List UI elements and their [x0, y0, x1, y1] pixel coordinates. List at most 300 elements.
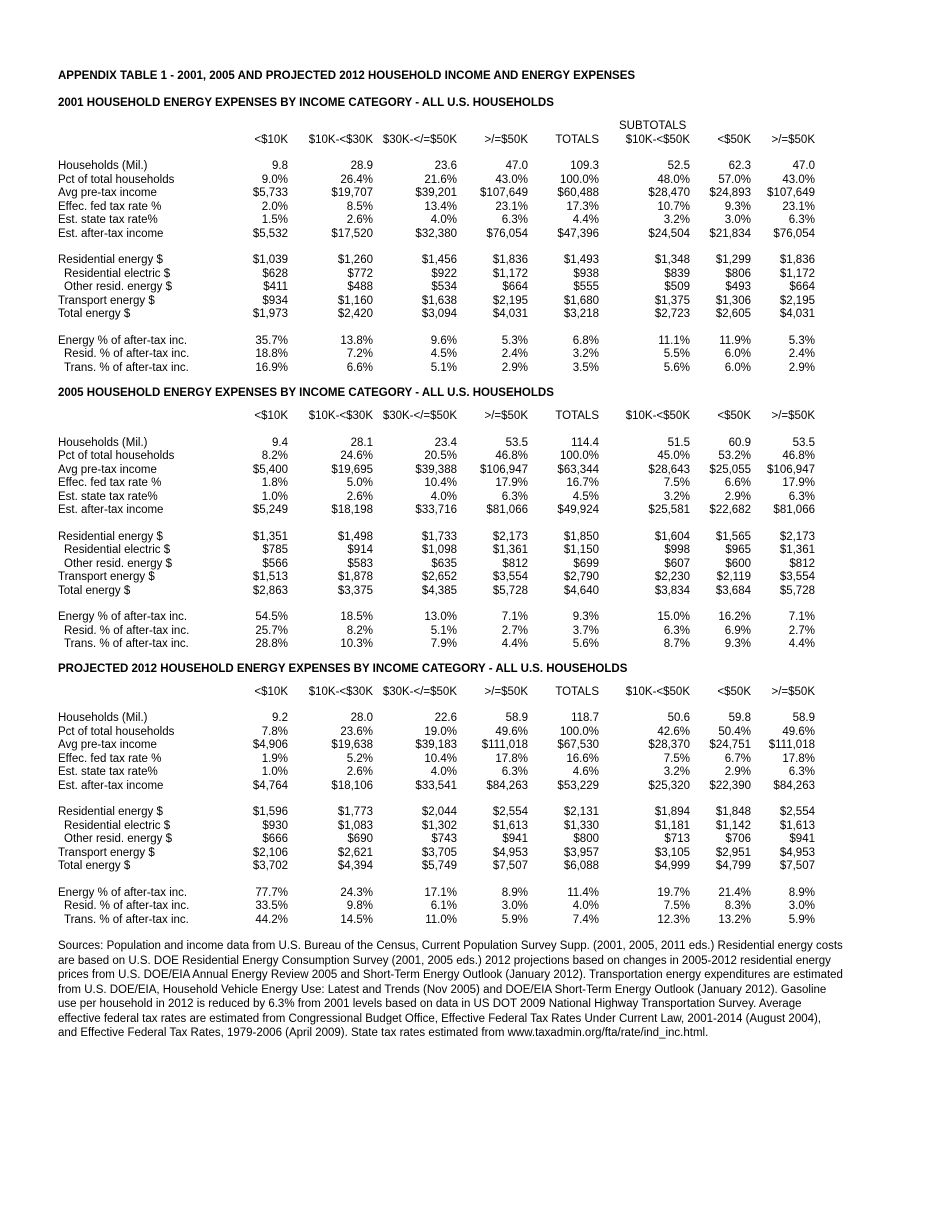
- table-row: [58, 228, 815, 242]
- table-cell: $1,565: [715, 530, 751, 543]
- table-cell: 7.8%: [261, 725, 288, 738]
- row-label: Other resid. energy $: [64, 557, 173, 570]
- column-header: >/=$50K: [484, 410, 528, 422]
- table-cell: 11.4%: [567, 886, 599, 899]
- table-cell: $3,957: [563, 846, 599, 859]
- table-cell: 6.3%: [501, 490, 528, 503]
- table-cell: 6.3%: [788, 214, 815, 226]
- table-cell: 17.8%: [495, 752, 528, 765]
- table-cell: 109.3: [570, 160, 599, 172]
- table-row: [58, 335, 815, 349]
- table-row: [58, 571, 815, 585]
- table-row: [58, 585, 815, 599]
- table-cell: $2,195: [779, 294, 815, 307]
- table-cell: $25,320: [648, 779, 690, 792]
- table-cell: $3,105: [654, 846, 690, 859]
- table-row: [58, 464, 815, 478]
- table-cell: $1,894: [654, 806, 690, 818]
- table-cell: 21.6%: [424, 173, 457, 186]
- table-cell: 6.3%: [788, 766, 815, 778]
- table-cell: 53.2%: [718, 450, 751, 462]
- table-cell: 2.0%: [261, 200, 288, 213]
- table-row: [58, 348, 815, 362]
- table-cell: $3,094: [421, 308, 457, 320]
- table-row: [58, 780, 815, 794]
- column-header: $10K-<$50K: [625, 685, 690, 698]
- table-cell: 114.4: [571, 436, 599, 449]
- table-cell: 2.4%: [501, 348, 528, 360]
- table-cell: 10.3%: [340, 638, 373, 650]
- table-row: [58, 268, 815, 282]
- table-cell: 5.0%: [346, 477, 373, 489]
- table-cell: 16.7%: [566, 477, 599, 489]
- table-cell: 52.5: [667, 160, 690, 172]
- table-row: [58, 504, 815, 518]
- row-label: Est. state tax rate%: [58, 490, 158, 503]
- table-cell: 58.9: [792, 712, 815, 724]
- table-cell: 100.0%: [559, 450, 599, 462]
- table-cell: 9.3%: [724, 638, 751, 650]
- table-cell: $938: [573, 267, 599, 280]
- table-cell: 48.0%: [657, 173, 690, 186]
- column-header: $10K-<$50K: [625, 410, 690, 422]
- table-cell: 2.7%: [501, 624, 528, 637]
- row-label: Transport energy $: [58, 294, 155, 307]
- table-cell: 62.3: [728, 160, 751, 172]
- table-cell: 4.0%: [430, 766, 457, 778]
- table-cell: $1,375: [654, 294, 690, 307]
- table-cell: $76,054: [486, 227, 528, 240]
- table-cell: 17.1%: [424, 886, 457, 899]
- table-cell: 33.5%: [255, 900, 288, 912]
- table-cell: $2,420: [337, 308, 373, 320]
- table-cell: 54.5%: [255, 611, 288, 623]
- table-row: [58, 214, 815, 228]
- table-cell: 57.0%: [718, 173, 751, 186]
- table-cell: $998: [664, 544, 690, 556]
- table-cell: 6.0%: [724, 361, 751, 374]
- row-label: Energy % of after-tax inc.: [58, 611, 188, 623]
- row-label: Residential electric $: [64, 819, 171, 832]
- table-cell: 5.6%: [663, 361, 690, 374]
- table-cell: $39,388: [415, 463, 457, 476]
- table-cell: $19,638: [331, 739, 373, 751]
- table-cell: $33,716: [415, 504, 457, 516]
- table-cell: $1,848: [715, 806, 751, 818]
- table-cell: 3.2%: [663, 214, 690, 226]
- table-cell: $1,680: [563, 294, 599, 307]
- table-cell: 6.3%: [663, 624, 690, 637]
- table-cell: 8.9%: [788, 886, 815, 899]
- table-cell: 6.6%: [724, 477, 751, 489]
- column-header: TOTALS: [555, 410, 599, 422]
- table-cell: $1,160: [337, 294, 373, 307]
- table-cell: 59.8: [728, 712, 751, 724]
- table-cell: 8.5%: [346, 200, 373, 213]
- table-cell: 24.3%: [340, 886, 373, 899]
- table-cell: 5.9%: [788, 913, 815, 926]
- table-cell: $1,306: [715, 294, 751, 307]
- table-cell: 5.9%: [501, 913, 528, 926]
- table-cell: $628: [262, 267, 288, 280]
- table-cell: $1,498: [337, 530, 373, 543]
- table-cell: 100.0%: [559, 725, 599, 738]
- column-header-row: [58, 134, 815, 148]
- table-cell: 53.5: [505, 436, 528, 449]
- column-header-row: [58, 410, 815, 424]
- column-header: TOTALS: [555, 133, 599, 146]
- table-cell: $666: [262, 833, 288, 845]
- table-row: [58, 726, 815, 740]
- table-row: [58, 558, 815, 572]
- table-cell: $4,394: [337, 860, 373, 872]
- column-header: <$50K: [717, 410, 751, 422]
- table-cell: 58.9: [505, 712, 528, 724]
- table-cell: $1,299: [715, 254, 751, 266]
- table-cell: 10.7%: [657, 200, 690, 213]
- column-header: >/=$50K: [771, 410, 815, 422]
- table-cell: $1,361: [492, 544, 528, 556]
- table-cell: $706: [725, 833, 751, 845]
- table-cell: $21,834: [709, 227, 751, 240]
- table-cell: $3,218: [563, 308, 599, 320]
- row-label: Trans. % of after-tax inc.: [64, 913, 189, 926]
- table-cell: $84,263: [773, 779, 815, 792]
- table-cell: $965: [725, 544, 751, 556]
- table-cell: $941: [502, 833, 528, 845]
- table-cell: $1,613: [492, 819, 528, 832]
- table-cell: $1,181: [654, 819, 690, 832]
- energy-expense-table: [58, 120, 815, 375]
- row-label: Effec. fed tax rate %: [58, 200, 162, 213]
- table-cell: 1.5%: [261, 214, 288, 226]
- table-cell: $1,850: [563, 530, 599, 543]
- table-cell: $3,684: [715, 584, 751, 597]
- table-cell: 3.0%: [724, 214, 751, 226]
- table-cell: 42.6%: [657, 725, 690, 738]
- table-cell: 6.3%: [501, 214, 528, 226]
- table-cell: 5.1%: [430, 361, 457, 374]
- table-cell: 14.5%: [340, 913, 373, 926]
- table-cell: 11.1%: [658, 334, 690, 347]
- table-cell: 43.0%: [495, 173, 528, 186]
- table-cell: $25,581: [648, 504, 690, 516]
- table-cell: 7.2%: [346, 348, 373, 360]
- table-cell: $2,119: [716, 571, 751, 583]
- table-cell: 3.0%: [501, 900, 528, 912]
- table-cell: 51.5: [667, 436, 690, 449]
- table-cell: $930: [262, 819, 288, 832]
- table-cell: $493: [725, 281, 751, 293]
- table-cell: $107,649: [480, 187, 528, 199]
- table-cell: $2,554: [492, 806, 528, 818]
- table-cell: 5.1%: [430, 624, 457, 637]
- table-cell: $53,229: [557, 779, 599, 792]
- row-label: Resid. % of after-tax inc.: [64, 624, 190, 637]
- table-cell: $24,504: [648, 227, 690, 240]
- table-cell: 7.5%: [663, 752, 690, 765]
- table-cell: 3.7%: [572, 624, 599, 637]
- table-cell: 45.0%: [657, 450, 690, 462]
- table-cell: $2,195: [492, 294, 528, 307]
- table-cell: $555: [573, 281, 599, 293]
- table-cell: $7,507: [779, 860, 815, 872]
- table-cell: 6.9%: [724, 624, 751, 637]
- table-cell: $839: [664, 267, 690, 280]
- table-row: [58, 295, 815, 309]
- column-header: $10K-<$30K: [308, 410, 373, 422]
- table-cell: $47,396: [557, 227, 599, 240]
- table-cell: 3.5%: [572, 361, 599, 374]
- table-cell: $4,799: [715, 860, 751, 872]
- table-cell: 23.1%: [782, 200, 815, 213]
- row-label: Effec. fed tax rate %: [58, 752, 162, 765]
- table-cell: $600: [725, 557, 751, 570]
- table-cell: $17,520: [331, 227, 373, 240]
- table-cell: $4,999: [654, 860, 690, 872]
- table-cell: $914: [347, 544, 373, 556]
- table-cell: $1,302: [421, 819, 457, 832]
- column-header-row: [58, 686, 815, 700]
- table-row: [58, 914, 815, 928]
- table-cell: 13.8%: [340, 334, 373, 347]
- table-cell: $1,361: [779, 544, 815, 556]
- table-row: [58, 450, 815, 464]
- appendix-title: APPENDIX TABLE 1 - 2001, 2005 AND PROJECTED 2012 HOUSEHOLD INCOME AND ENERGY EXPENSES: [58, 70, 636, 82]
- table-cell: 118.7: [571, 712, 599, 724]
- table-cell: $67,530: [557, 739, 599, 751]
- table-cell: $5,249: [252, 504, 288, 516]
- table-cell: 8.3%: [724, 900, 751, 912]
- row-label: Households (Mil.): [58, 436, 148, 449]
- table-row: [58, 753, 815, 767]
- table-cell: $24,893: [709, 187, 751, 199]
- table-cell: $3,554: [492, 571, 528, 583]
- table-row: [58, 887, 815, 901]
- table-cell: 6.7%: [724, 752, 751, 765]
- table-cell: $4,031: [492, 308, 528, 320]
- table-cell: 16.2%: [718, 611, 751, 623]
- column-header: $30K-</=$50K: [382, 685, 457, 698]
- table-cell: 1.0%: [261, 490, 288, 503]
- table-row: [58, 611, 815, 625]
- table-cell: 5.2%: [346, 752, 373, 765]
- table-cell: 19.7%: [657, 886, 690, 899]
- table-cell: $806: [725, 267, 751, 280]
- subtotals-label: SUBTOTALS: [619, 120, 687, 132]
- table-cell: 2.7%: [788, 624, 815, 637]
- table-cell: 28.0: [350, 712, 373, 724]
- table-row: [58, 739, 815, 753]
- table-cell: 8.2%: [346, 624, 373, 637]
- table-cell: 17.3%: [566, 200, 599, 213]
- table-cell: 9.3%: [724, 200, 751, 213]
- table-row: [58, 638, 815, 652]
- row-label: Trans. % of after-tax inc.: [64, 638, 189, 650]
- table-cell: 23.1%: [495, 200, 528, 213]
- table-cell: $32,380: [415, 227, 457, 240]
- row-label: Effec. fed tax rate %: [58, 477, 162, 489]
- table-cell: 50.6: [667, 712, 690, 724]
- table-row: [58, 362, 815, 376]
- table-cell: $664: [502, 281, 528, 293]
- table-cell: 10.4%: [424, 477, 457, 489]
- table-row: [58, 806, 815, 820]
- table-cell: 6.6%: [346, 361, 373, 374]
- table-cell: 47.0: [505, 160, 528, 172]
- table-row: [58, 308, 815, 322]
- table-cell: 46.8%: [782, 450, 815, 462]
- table-row: [58, 820, 815, 834]
- row-label: Transport energy $: [58, 846, 155, 859]
- table-cell: 2.9%: [501, 361, 528, 374]
- table-cell: $2,044: [421, 806, 457, 818]
- table-cell: $19,707: [331, 187, 373, 199]
- table-cell: $4,764: [252, 779, 288, 792]
- table-cell: 16.9%: [255, 361, 288, 374]
- table-cell: $39,201: [415, 187, 457, 199]
- table-cell: $39,183: [415, 739, 457, 751]
- table-cell: 8.2%: [261, 450, 288, 462]
- table-cell: 50.4%: [718, 725, 751, 738]
- table-cell: $1,330: [563, 819, 599, 832]
- table-cell: 2.4%: [788, 348, 815, 360]
- table-cell: $18,106: [331, 779, 373, 792]
- table-row: [58, 187, 815, 201]
- table-cell: $19,695: [331, 463, 373, 476]
- table-row: [58, 437, 815, 451]
- table-cell: $2,173: [779, 530, 815, 543]
- table-row: [58, 766, 815, 780]
- table-cell: 4.4%: [788, 638, 815, 650]
- table-cell: $2,173: [492, 530, 528, 543]
- table-cell: $785: [262, 544, 288, 556]
- table-cell: $2,723: [654, 308, 690, 320]
- table-cell: 7.5%: [663, 900, 690, 912]
- table-cell: 23.6%: [340, 725, 373, 738]
- table-cell: $7,507: [492, 860, 528, 872]
- table-cell: $566: [262, 557, 288, 570]
- table-cell: $772: [347, 267, 373, 280]
- table-cell: 25.7%: [255, 624, 288, 637]
- table-row: [58, 625, 815, 639]
- column-header: $30K-</=$50K: [382, 410, 457, 422]
- row-label: Residential electric $: [64, 267, 171, 280]
- table-cell: $5,532: [252, 227, 288, 240]
- table-cell: $5,400: [252, 463, 288, 476]
- table-cell: 23.4: [434, 436, 457, 449]
- table-cell: 15.0%: [657, 611, 690, 623]
- table-cell: $4,385: [421, 584, 457, 597]
- table-cell: 17.8%: [782, 752, 815, 765]
- table-cell: 17.9%: [782, 477, 815, 489]
- table-cell: 60.9: [728, 436, 751, 449]
- table-cell: 4.0%: [430, 490, 457, 503]
- table-cell: $1,596: [252, 806, 288, 818]
- column-header: <$50K: [717, 685, 751, 698]
- row-label: Total energy $: [58, 584, 131, 597]
- table-cell: $111,018: [768, 739, 815, 751]
- table-cell: 21.4%: [718, 886, 751, 899]
- table-cell: $4,031: [779, 308, 815, 320]
- table-cell: 6.0%: [724, 348, 751, 360]
- table-cell: 9.6%: [430, 334, 457, 347]
- table-cell: 16.6%: [566, 752, 599, 765]
- row-label: Total energy $: [58, 860, 131, 872]
- table-cell: 2.6%: [346, 766, 373, 778]
- table-cell: $812: [502, 557, 528, 570]
- table-cell: $534: [431, 281, 457, 293]
- table-cell: $1,878: [337, 571, 373, 583]
- row-label: Pct of total households: [58, 725, 175, 738]
- table-cell: $5,728: [492, 584, 528, 597]
- column-header: <$50K: [717, 133, 751, 146]
- table-cell: $1,513: [252, 571, 288, 583]
- table-cell: $2,652: [421, 571, 457, 583]
- table-cell: $1,836: [779, 254, 815, 266]
- row-label: Households (Mil.): [58, 712, 148, 724]
- table-cell: $941: [789, 833, 815, 845]
- table-cell: 4.4%: [501, 638, 528, 650]
- energy-expense-table: [58, 410, 815, 652]
- table-cell: 100.0%: [559, 173, 599, 186]
- table-cell: $635: [431, 557, 457, 570]
- column-header: TOTALS: [555, 685, 599, 698]
- table-cell: 5.3%: [501, 334, 528, 347]
- table-cell: $81,066: [486, 504, 528, 516]
- table-cell: 24.6%: [340, 450, 373, 462]
- row-label: Residential electric $: [64, 544, 171, 556]
- table-cell: 11.9%: [719, 334, 751, 347]
- table-cell: $1,613: [779, 819, 815, 832]
- table-cell: 3.2%: [663, 766, 690, 778]
- table-cell: $1,493: [563, 254, 599, 266]
- row-label: Est. after-tax income: [58, 227, 164, 240]
- table-cell: 9.3%: [572, 611, 599, 623]
- table-cell: $22,682: [709, 504, 751, 516]
- column-header: <$10K: [254, 410, 288, 422]
- row-label: Est. after-tax income: [58, 779, 164, 792]
- table-cell: $2,131: [563, 806, 599, 818]
- table-cell: $60,488: [557, 187, 599, 199]
- table-cell: $106,947: [767, 463, 815, 476]
- row-label: Residential energy $: [58, 530, 163, 543]
- table-cell: $1,351: [252, 530, 288, 543]
- table-cell: 5.5%: [663, 348, 690, 360]
- row-label: Trans. % of after-tax inc.: [64, 361, 189, 374]
- table-cell: $2,605: [715, 308, 751, 320]
- table-cell: 4.5%: [572, 490, 599, 503]
- row-label: Pct of total households: [58, 173, 175, 186]
- table-cell: 2.6%: [346, 490, 373, 503]
- row-label: Residential energy $: [58, 254, 163, 266]
- table-cell: $583: [347, 557, 373, 570]
- table-row: [58, 544, 815, 558]
- energy-expense-table: [58, 686, 815, 928]
- table-cell: $3,375: [337, 584, 373, 597]
- column-header: $10K-<$50K: [625, 133, 690, 146]
- row-label: Est. state tax rate%: [58, 214, 158, 226]
- table-cell: 11.0%: [425, 913, 457, 926]
- table-cell: $1,142: [715, 819, 751, 832]
- table-cell: 8.9%: [501, 886, 528, 899]
- table-cell: 7.1%: [501, 611, 528, 623]
- table-cell: $812: [789, 557, 815, 570]
- row-label: Households (Mil.): [58, 160, 148, 172]
- table-cell: $4,640: [563, 584, 599, 597]
- row-label: Other resid. energy $: [64, 281, 173, 293]
- table-cell: 4.6%: [572, 766, 599, 778]
